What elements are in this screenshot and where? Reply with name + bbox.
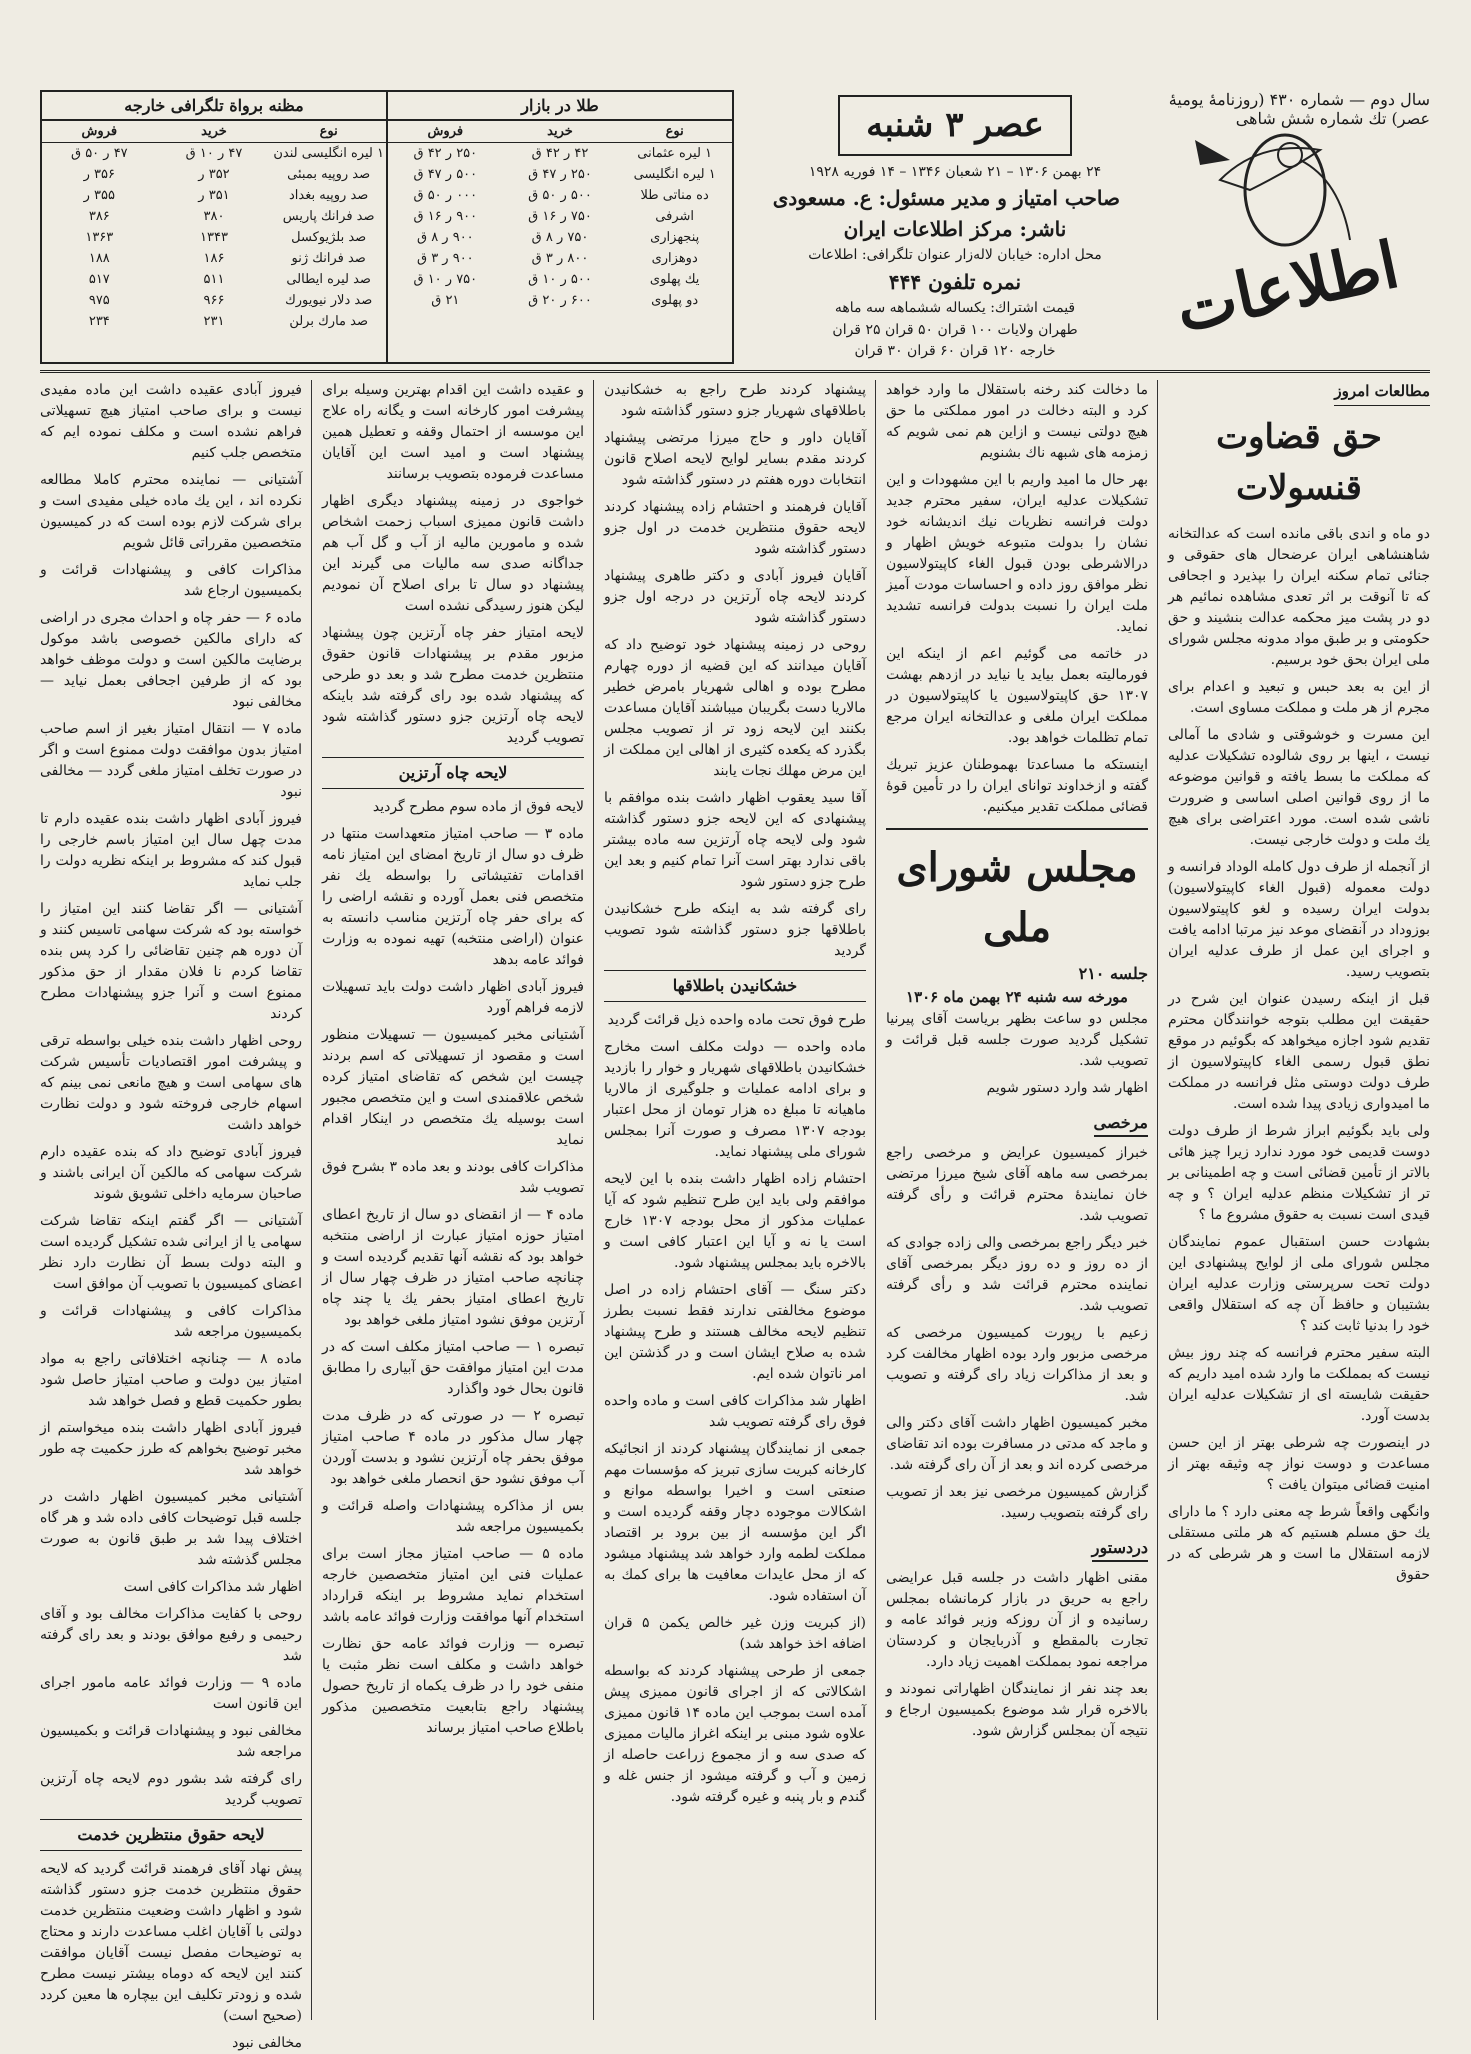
paragraph: زعیم با رپورت کمیسیون مرخصی که مرخصی مزبور وارد بوده اظهار مخالفت کرد و بعد از مذاکرات زیاد رای گرفته و تصویب شد. [886,1324,1148,1404]
table-row [388,227,732,248]
column-kicker: مطالعات امروز [1334,380,1430,406]
paragraph: فیروز آبادی توضیح داد که بنده عقیده دارم شرکت سهامی که مالکین آن ایرانی باشند و صاحبان سرمایه داخلی تشویق شوند [40,1144,302,1202]
cell: اشرفی [655,209,695,224]
cell: ۲۵۰ ر ۴۷ ق [528,167,592,182]
cell: ۱ لیره عثمانی [637,146,713,161]
paragraph: دو ماه و اندی باقی مانده است که عدالتخانه شاهنشاهی ایران عرضحال های حقوقی و جنائی تمام سکنه ایران را بپذیرد و اجحافی که تا آنوقت بر اثر تعدی مشاهده نمائیم هر دو در پشت میز محکمه عدالت بنشیند و حق حکومتی و بر طبق مواد مدونه مجلس شورای ملی ایران بحق خود برسیم. [1168,525,1430,668]
cell: ۷۵۰ ر ۱۶ ق [528,209,592,224]
cell: ۴۷ ر ۱۰ ق [185,146,243,161]
cell: ۲۱ ق [431,293,460,308]
paragraph: مذاکرات کافی بودند و بعد ماده ۳ بشرح فوق تصویب شد [322,1159,584,1196]
paragraph: مخبر کمیسیون اظهار داشت آقای دکتر والی و ماجد که مدتی در مسافرت بوده اند تقاضای مرخصی کرده اند و بعد از آن رای گرفته شد. [886,1414,1148,1473]
subscription-foreign: خارجه ۱۲۰ قران ۶۰ قران ۳۰ قران [854,343,1056,360]
table-row [42,248,386,269]
cell: ۴۷ ر ۵۰ ق [70,146,128,161]
fx-header-type: نوع [319,124,338,139]
table-row [42,206,386,227]
column-divider [311,380,312,2020]
paragraph: بعد چند نفر از نمایندگان اظهاراتی نمودند و بالاخره قرار شد موضوع بکمیسیون ارجاع و نتیجه آن بمجلس گزارش شود. [886,1680,1148,1739]
paragraph: اظهار شد وارد دستور شویم [986,1079,1148,1096]
paragraph: روحی در زمینه پیشنهاد خود توضیح داد که آقایان میدانند که این قضیه از دوره چهارم مطرح بوده و اهالی شهریار بامرض خطیر مالاریا دست بگریبان میباشند آقایان مساعدت بکنند این لایحه زود تر از تصویب مجلس بگذرد که یکعده کثیری از اهالی این مملکت از این مرض مهلك نجات یابند [604,637,866,779]
paragraph: روحی با کفایت مذاکرات مخالف بود و آقای رحیمی و رفیع موافق بودند و بعد رای گرفته شد [40,1606,302,1664]
paragraph: طرح فوق تحت ماده واحده ذیل قرائت گردید [607,1012,866,1028]
cell: پنجهزاری [650,230,700,245]
cell: دو پهلوی [651,293,699,308]
table-row [388,269,732,290]
table-row [388,290,732,311]
paragraph: جمعی از نمایندگان پیشنهاد کردند از انجائیکه کارخانه کبریت سازی تبریز که مؤسسات مهم صنعتی است و اخیرا بواسطه موانع و اشکالات موجوده دچار وقفه گردیده است و اگر این مؤسسه از بین برود بر اقتصاد مملکت لطمه وارد خواهد شد پیشنهاد میشود که از محل عایدات معافیت ها برای کمك به آن استفاده شود. [604,1441,866,1604]
issue-info [772,85,1120,365]
paragraph: ماده ۷ — انتقال امتیاز بغیر از اسم صاحب امتیاز بدون موافقت دولت ممنوع است و اگر در صورت تخلف امتیاز ملغی گردد — مخالفی نبود [40,721,302,800]
cell: ۳۵۲ ر [198,167,230,182]
cell: ۹۰۰ ر ۸ ق [416,230,474,245]
paragraph: فیروز آبادی اظهار داشت دولت باید تسهیلات لازمه فراهم آورد [322,979,584,1016]
subheading-leave: مرخصی [1094,1111,1149,1137]
cell: ۲۵۰ ر ۴۲ ق [413,146,478,161]
fx-table-title: مظنه برواة تلگرافی خارجه [42,92,386,121]
paragraph: فیروز آبادی عقیده داشت این ماده مفیدی نیست و برای صاحب امتیاز هیچ تسهیلاتی فراهم نشده است و مکلف نموده ایم که متخصص جلب کنیم [40,382,302,461]
paragraph: مقنی اظهار داشت در جلسه قبل عرایضی راجع به حریق در بازار کرمانشاه بمجلس رسانیده و از آن روزکه وزیر فوائد عامه و تجارت بالمقطع و آذربایجان و کردستان مراجعه نمود بمملکت اهمیت زیاد دارد. [886,1569,1148,1670]
paragraph: تبصره — وزارت فوائد عامه حق نظارت خواهد داشت و مکلف است نظر مثبت یا منفی خود را در ظرف یکماه از تاریخ حصول پیشنهاد راجع بتابعیت متخصصین مذکور باطلاع صاحب امتیاز برساند [322,1636,584,1736]
paragraph: البته سفیر محترم فرانسه که چند روز بیش نیست که بمملکت ما وارد شده امید داریم که حقیقت شایسته ای از تشکیلات عدلیه ایران بدست آورد. [1168,1344,1430,1424]
headline: حق قضاوت قنسولات [1216,416,1382,508]
cell: ۵۱۷ [88,272,110,287]
article-columns [40,380,1430,2051]
paragraph: خواجوی در زمینه پیشنهاد دیگری اظهار داشت قانون ممیزی اسباب زحمت اشخاص شده و مامورین مالیه از آب و گل آب هم جداگانه صدی سه مالیات می گیرند این پیشنهاد دو سال تا برای اصلاح آن نمودیم لیکن هنوز رسیدگی نشده است [322,493,584,614]
majlis-heading: مجلس شورای ملی [886,828,1148,958]
gold-table-header [388,121,732,143]
day-label: عصر ۳ شنبه [838,95,1072,156]
subheading-artesian: لایحه چاه آرتزین [322,757,584,789]
column-divider [875,380,876,2020]
column-1 [1168,380,1430,2020]
gold-table [386,92,732,362]
paragraph: بشهادت حسن استقبال عموم نمایندگان مجلس شورای ملی از لوایح پیشنهادی این دولت تحت سرپرستی وزارت عدلیه ایران بشتیبان و حافظ آن چه که استقلال واقعی خود را بدنیا ثابت کند ؟ [1168,1233,1430,1334]
cell: صد فرانك پاریس [282,209,375,224]
logo-wordmark: اطلاعات [1169,227,1406,348]
gold-header-sell: فروش [427,124,464,139]
owner-line: صاحب امتیاز و مدیر مسئول: ع. مسعودی [772,186,1120,211]
cell: یك پهلوی [649,272,700,287]
paragraph: رای گرفته شد به اینکه طرح خشکانیدن باطلاقها جزو دستور گذاشته شود تصویب گردید [604,901,866,959]
paragraph: آشتیانی — اگر گفتم اینکه تقاضا شرکت سهامی یا از ایرانی شده تشکیل گردیده است و البته دولت بسط آن نظارت دارد نظر اعضای کمیسیون با تصویب آن موافق است [40,1213,302,1292]
cell: ۹۰۰ ر ۱۶ ق [413,209,478,224]
cell: ۳۵۵ ر [83,188,115,203]
paragraph: از آنجمله از طرف دول کامله الوداد فرانسه و دولت معموله (قبول الغاء کاپیتولاسیون) بدولت ایران رسیده و لغو کاپیتولاسیون بوزوداد در آنقضای موعد نیز مرتبا ادامه یافت و اجرای این عمل از طرف عدلیه ایران بتصویب رسید. [1168,858,1430,980]
column-4 [322,380,584,2020]
phone-line: نمره تلفون ۴۴۴ [888,270,1022,295]
cell: صد لیره ایطالی [286,272,371,287]
paragraph: ماده ۸ — چنانچه اختلافاتی راجع به مواد امتیاز بین دولت و صاحب امتیاز حاصل شود بطور حکمیت قطع و فصل خواهد شد [40,1351,302,1409]
paragraph: تبصره ۱ — صاحب امتیاز مکلف است که در مدت این امتیاز موافقت حق آبیاری را مطابق قانون بحال خود واگذارد [322,1339,584,1397]
cell: ۲۳۱ [203,314,225,329]
paragraph: قبل از اینکه رسیدن عنوان این شرح در حقیقت این مطلب بتوجه خوانندگان محترم تقدیم شود اجازه میخواهد که بگوئیم در موقع نطق قبول رسمی الغاء کاپیتولاسیون از طرف دولت دوستی مثل فرانسه در مملکت ما امیدواری زیادی پیدا شده است. [1168,990,1430,1112]
paragraph: لایحه فوق از ماده سوم مطرح گردید [372,799,584,815]
fx-table [42,92,386,362]
cell: ۱۸۶ [203,251,225,266]
subscription-domestic: طهران ولایات ۱۰۰ قران ۵۰ قران ۲۵ قران [832,321,1078,338]
subheading-pending-staff: لایحه حقوق منتظرین خدمت [40,1819,302,1851]
paragraph: روحی اظهار داشت بنده خیلی بواسطه ترقی و پیشرفت امور اقتصادیات تأسیس شرکت های سهامی است و هیچ مانعی نمی بینم که اسهام خارجی فروخته شود و دولت نظارت خواهد داشت [40,1033,302,1133]
market-tables [40,90,734,364]
cell: ۱ لیره انگلیسی لندن [273,146,384,161]
paragraph: خبر دیگر راجع بمرخصی والی زاده جوادی که از ده روز و ده روز دیگر بمرخصی آقای نماینده محترم قرائت شد و رأی گرفته تصویب شد. [886,1234,1148,1314]
table-row [388,248,732,269]
fx-table-header [42,121,386,143]
table-row [42,164,386,185]
table-row [42,143,386,164]
column-2 [886,380,1148,2020]
column-divider [1157,380,1158,2020]
paragraph: مخالفی نبود [232,2035,302,2051]
cell: ۳۸۶ [88,209,110,224]
paragraph: ماده ۳ — صاحب امتیاز متعهداست منتها در ظرف دو سال از تاریخ امضای این امتیاز نامه اقدامات تفتیشاتی را بواسطه یك نفر متخصص فنی بعمل آورده و نقشه اراضی را که برای حفر چاه آرتزین مناسب دانسته به عنوان (اراضی منتخبه) تهیه نموده به وزارت فوائد عامه بدهد [322,826,584,968]
cell: ۷۵۰ ر ۸ ق [531,230,589,245]
cell: صد مارك برلن [289,314,369,329]
fx-header-buy: خرید [201,124,227,139]
paragraph: فیروز آبادی اظهار داشت بنده میخواستم از مخبر توضیح بخواهم که طرز حکمیت چه طور خواهد شد [40,1420,302,1478]
paragraph: از این به بعد حبس و تبعید و اعدام برای مجرم از هر ملت و مملکت مساوی است. [1168,678,1430,716]
paragraph: ولی باید بگوئیم ابراز شرط از طرف دولت دوست قدیمی خود مورد ندارد زیرا چیز هائی بالاتر از تأمین قضائی است و چه اطمینانی بر تر از تشکیلات منظم عدلیه ایران ؟ و چه قیدی است نسبت به حقوق مشروع ما ؟ [1168,1122,1430,1223]
cell: ۹۶۶ [203,293,225,308]
paragraph: مخالفی نبود و پیشنهادات قرائت و بکمیسیون مراجعه شد [40,1723,302,1760]
paragraph: ماده ۹ — وزارت فوائد عامه مامور اجرای این قانون است [40,1675,302,1712]
table-row [42,311,386,332]
subheading-marsh: خشکانیدن باطلاقها [604,970,866,1002]
paragraph: آقایان فیروز آبادی و دکتر طاهری پیشنهاد کردند لایحه چاه آرتزین در درجه اول جزو دستور گذاشته شود [604,568,866,626]
subscription-title: قیمت اشتراك: یکساله ششماهه سه ماهه [834,300,1076,317]
cell: ۳۵۱ ر [198,188,230,203]
paragraph: آقایان داور و حاج میرزا مرتضی پیشنهاد کردند مقدم بسایر لوایح لایحه اصلاح قانون انتخابات دوره هفتم در دستور گذاشته شود [604,430,866,488]
paragraph: بس از مذاکره پیشنهادات واصله قرائت و بکمیسیون مراجعه شد [322,1498,584,1535]
cell: صد روپیه بمبئی [287,167,371,182]
issue-line: سال دوم — شماره ۴۳۰ (روزنامهٔ یومیهٔ عصر) تك شماره شش شاهی [1168,90,1430,128]
paragraph: ماده ۴ — از انقضای دو سال از تاریخ اعطای امتیاز حوزه امتیاز عبارت از اراضی منتخبه خواهد بود که نقشه آنها تقدیم گردیده است و چنانچه صاحب امتیاز در ظرف چهار سال از تاریخ اعطای امتیاز بحفر یك یا چند چاه آرتزین موفق نشود امتیاز ملغی خواهد بود [322,1207,584,1328]
cell: ۹۷۵ [88,293,110,308]
cell: صد دلار نیویورك [285,293,373,308]
table-row [388,164,732,185]
paragraph: و عقیده داشت این اقدام بهترین وسیله برای پیشرفت امور کارخانه است و یگانه راه علاج این موسسه از احتمال وقفه و تعطیل همین پیشنهاد است و امید است این آقایان مساعدت فرموده بتصویب برسانند [322,382,584,482]
cell: ۶۰۰ ر ۲۰ ق [528,293,592,308]
paragraph: بهر حال ما امید واریم با این مشهودات و این تشکیلات عدلیه ایران، سفیر محترم جدید دولت فرانسه نظریات نیك اندیشانه خود نشان را بدولت متبوعه خویش اظهار و درالاشرطی بودن قبول الغاء کاپیتولاسیون نظر موافق روز داده و احساسات مودت آمیز ملت ایران را نسبت بدولت فرانسه تشدید نماید. [886,472,1148,635]
paragraph: اینستکه ما مساعدتا بهموطنان عزیز تبریك گفته و ازخداوند توانای ایران را در تأمین قوهٔ قضائی مملکت تقدیر میکنیم. [886,757,1148,815]
paragraph: ماده ۶ — حفر چاه و احداث مجری در اراضی که دارای مالکین خصوصی باشد موکول برضایت مالکین است و دولت موظف خواهد بود که از طرفین اجحافی بعمل نیاید — مخالفی نبود [40,610,302,710]
paragraph: این مسرت و خوشوقتی و شادی ما آمالی نیست ، اینها بر روی شالوده تشکیلات عدلیه که مملکت ما بسط یافته و قوانین موضوعه ما از روی قوانین اصلی اساسی و ضرورت ناشی شده است. مورد اعتراضی برای هیچ یك ملت و دولت خارجی نیست. [1168,726,1430,848]
paragraph: گزارش کمیسیون مرخصی نیز بعد از تصویب رای گرفته بتصویب رسید. [886,1483,1148,1521]
table-row [42,227,386,248]
session-date: مورخه سه شنبه ۲۴ بهمن ماه ۱۳۰۶ [906,988,1128,1006]
cell: ۵۰۰ ر ۱۰ ق [528,272,592,287]
paragraph: آشتیانی مخبر کمیسیون — تسهیلات منظور است و مقصود از تسهیلاتی که اسم بردند چیست این شخص که تقاضای امتیاز کرده شخص علاقمندی است و این متخصص مجبور است بوسیله یك متخصص در اینکار اقدام نماید [322,1027,584,1148]
cell: ۲۳۴ [88,314,110,329]
cell: ۳۸۰ [203,209,225,224]
issue-date: ۲۴ بهمن ۱۳۰۶ – ۲۱ شعبان ۱۳۴۶ – ۱۴ فوریه ۱۹۲۸ [808,163,1102,180]
cell: ۸۰۰ ر ۳ ق [531,251,589,266]
paragraph: مذاکرات کافی و پیشنهادات قرائت و بکمیسیون مراجعه شد [40,1303,302,1340]
session-number: جلسه ۲۱۰ [1078,964,1148,983]
paragraph: پیش نهاد آقای فرهمند قرائت گردید که لایحه حقوق منتظرین خدمت جزو دستور گذاشته شود و اظهار داشت وضعیت منتظرین خدمت دولتی با آقایان اغلب مساعدت دارند و محتاج به توضیحات مفصل نیست آقایان موافقت کنند این لایحه که دوماه بیشتر نیست مطرح شده و زودتر تکلیف این بیچاره ها معین کردد (صحیح است) [40,1861,302,2024]
cell: دوهزاری [651,251,698,266]
paragraph: دکتر سنگ — آقای احتشام زاده در اصل موضوع مخالفتی ندارند فقط نسبت بطرز تنظیم لایحه مخالف هستند و طرح پیشنهاد شده به صلاح ایشان است و در گذشتن این امر ناتوان شده ایم. [604,1282,866,1382]
cell: ۵۰۰ ر ۴۷ ق [413,167,478,182]
paragraph: ماده ۵ — صاحب امتیاز مجاز است برای عملیات فنی این امتیاز متخصصین خارجه استخدام نماید مشروط بر اینکه قرارداد استخدام آنها موافقت وزارت فوائد عامه باشد [322,1546,584,1625]
cell: ده مناتی طلا [640,188,709,203]
paragraph: آشتیانی — اگر تقاضا کنند این امتیاز را خواسته بود که شرکت سهامی تاسیس کنند و آن دوره هم چنین تقاضائی را کرد پس بنده تقاضا کردم نا فلان مقدار از حق مذکور ممنوع است و آنرا جزو پیشنهادات مطرح کردند [40,901,302,1022]
paragraph: مجلس دو ساعت بظهر بریاست آقای پیرنیا تشکیل گردید صورت جلسه قبل قرائت و تصویب شد. [886,1010,1148,1069]
paragraph: آشتیانی — نماینده محترم کاملا مطالعه نکرده اند ، این یك ماده خیلی مفیدی است و برای شرکت لازم بوده است که در کمیسیون متخصصین مقرراتی قائل شویم [40,472,302,551]
subheading-agenda: دردستور [1092,1536,1148,1562]
logo-block [1130,90,1430,360]
table-row [42,185,386,206]
table-row [388,206,732,227]
fx-header-sell: فروش [81,124,118,139]
cell: ۱۳۴۳ [200,230,228,245]
paragraph: ما دخالت کند رخنه باستقلال ما وارد خواهد کرد و البته دخالت در امور مملکتی ما حق هیچ دولتی نیست و ازاین هم نمی شویم که زمزمه های شبهه ناك بشنویم [886,382,1148,461]
table-row [42,290,386,311]
paragraph: در خاتمه می گوئیم اعم از اینکه این فورمالیته بعمل بیاید یا نیاید در ازدهم بهشت ۱۳۰۷ حق کاپیتولاسیون یا کاپیتولاسیون در مملکت ایران ملغی و عدالتخانه ایران مرجع تمام تظلمات خواهد بود. [886,646,1148,746]
cell: ۴۲ ر ۴۲ ق [531,146,589,161]
column-3 [604,380,866,2020]
column-5 [40,380,302,2051]
table-row [388,143,732,164]
paragraph: فیروز آبادی اظهار داشت بنده عقیده دارم تا مدت چهل سال این امتیاز باسم خارجی را قبول کند که مشروط بر اینکه نظریه دولت را جلب نماید [40,811,302,890]
paragraph: (از کبریت وزن غیر خالص یکمن ۵ قران اضافه اخذ خواهد شد) [604,1615,866,1652]
cell: صد فرانك ژنو [291,251,366,266]
paragraph: پیشنهاد کردند طرح راجع به خشکانیدن باطلاقهای شهریار جزو دستور گذاشته شود [604,382,866,419]
paragraph: لایحه امتیاز حفر چاه آرتزین چون پیشنهاد مزبور مقدم بر پیشنهادات قانون حقوق منتظرین خدمت مطرح شد و بعد دو طرحی که پیشنهاد شده بود رای گرفته شد باینکه لایحه چاه آرتزین جزو دستور گذاشته شود تصویب گردید [322,625,584,746]
paragraph: رای گرفته شد بشور دوم لایحه چاه آرتزین تصویب گردید [40,1771,302,1808]
cell: ۹۰۰ ر ۳ ق [416,251,474,266]
gold-table-title: طلا در بازار [388,92,732,121]
cell: ۵۰۰ ر ۵۰ ق [528,188,592,203]
paragraph: وانگهی واقعاً شرط چه معنی دارد ؟ ما دارای یك حق مسلم هستیم که هر ملتی مستقلی لازمه استقلال ما است و هر شرطی که در حقوق [1168,1503,1430,1583]
paragraph: آقایان فرهمند و احتشام زاده پیشنهاد کردند لایحه حقوق منتظرین خدمت در اول جزو دستور گذاشته شود [604,499,866,557]
paragraph: جمعی از طرحی پیشنهاد کردند که بواسطه اشکالاتی که از اجرای قانون ممیزی پیش آمده است بموجب این ماده ۱۴ قانون ممیزی علاوه شود مبنی بر اینکه اغراز مالیات ممیزی که صدی سه و از مجموع زراعت حاصله از زمین و آب و گرفته میشود از جنس غله و گندم و بار پنبه و غیره گرفته شود. [604,1663,866,1805]
paragraph: آقا سید یعقوب اظهار داشت بنده موافقم با پیشنهادی که این لایحه جزو دستور گذاشته شود ولی لایحه چاه آرتزین سه ماده بیشتر باقی ندارد بهتر است آنرا تمام کنیم و بعد این طرح جزو دستور شود [604,790,866,890]
column-divider [593,380,594,2020]
paragraph: مذاکرات کافی و پیشنهادات قرائت و بکمیسیون ارجاع شد [40,562,302,599]
paragraph: تبصره ۲ — در صورتی که در ظرف مدت چهار سال مذکور در ماده ۴ صاحب امتیاز موفق بحفر چاه آرتزین نشود و بدست آوردن آب موفق نشود حق انحصار ملغی خواهد بود [322,1408,584,1487]
cell: ۵۱۱ [203,272,225,287]
address-line: محل اداره: خیابان لاله‌زار عنوان تلگرافی: اطلاعات [808,247,1102,264]
gold-header-type: نوع [665,124,684,139]
paragraph: ماده واحده — دولت مکلف است مخارج خشکانیدن باطلاقهای شهریار و خوار را بازدید و برای ادامه عملیات و جلوگیری از مالاریا ماهیانه تا مبلغ ده هزار تومان از محل اعتبار بودجه ۱۳۰۷ مصرف و صورت آنرا بمجلس شورای ملی پیشنهاد نماید. [604,1039,866,1160]
gold-header-buy: خرید [547,124,573,139]
masthead-rule [40,370,1430,373]
table-row [42,269,386,290]
paragraph: در اینصورت چه شرطی بهتر از این حسن مساعدت و دوست نواز چه وثیقه بهتر از امنیت قضائی میتوان یافت ؟ [1168,1434,1430,1493]
cell: ۰۰۰ ر ۵۰ ق [413,188,478,203]
cell: ۳۵۶ ر [83,167,115,182]
paragraph: اظهار شد مذاکرات کافی است و ماده واحده فوق رای گرفته تصویب شد [604,1393,866,1430]
publisher-line: ناشر: مرکز اطلاعات ایران [843,217,1067,242]
cell: ۱ لیره انگلیسی [633,167,716,182]
cell: ۱۳۶۳ [85,230,114,245]
newspaper-page [40,70,1430,2051]
paragraph: خبراز کمیسیون عرایض و مرخصی راجع بمرخصی سه ماهه آقای شیخ میرزا مرتضی خان نمایندهٔ محترم قرائت و رأی گرفته تصویب شد. [886,1144,1148,1224]
table-row [388,185,732,206]
cell: صد روپیه بغداد [289,188,369,203]
cell: ۷۵۰ ر ۱۰ ق [413,272,478,287]
cell: ۱۸۸ [88,251,110,266]
paragraph: آشتیانی مخبر کمیسیون اظهار داشت در جلسه قبل توضیحات کافی داده شد و هر گاه اختلاف پیدا شد بر طبق قانون به صورت مجلس گذشته شد [40,1489,302,1568]
masthead [40,70,1430,370]
cell: صد بلژیوکسل [291,230,367,245]
paragraph: اظهار شد مذاکرات کافی است [123,1579,302,1595]
paragraph: احتشام زاده اظهار داشت بنده با این لایحه موافقم ولی باید این طرح تنظیم شود که آیا عملیات مذکور از محل بودجه ۱۳۰۷ خارج است یا نه و آیا این اعتبار کافی است و بالاخره باید بمجلس پیشنهاد شود. [604,1171,866,1271]
